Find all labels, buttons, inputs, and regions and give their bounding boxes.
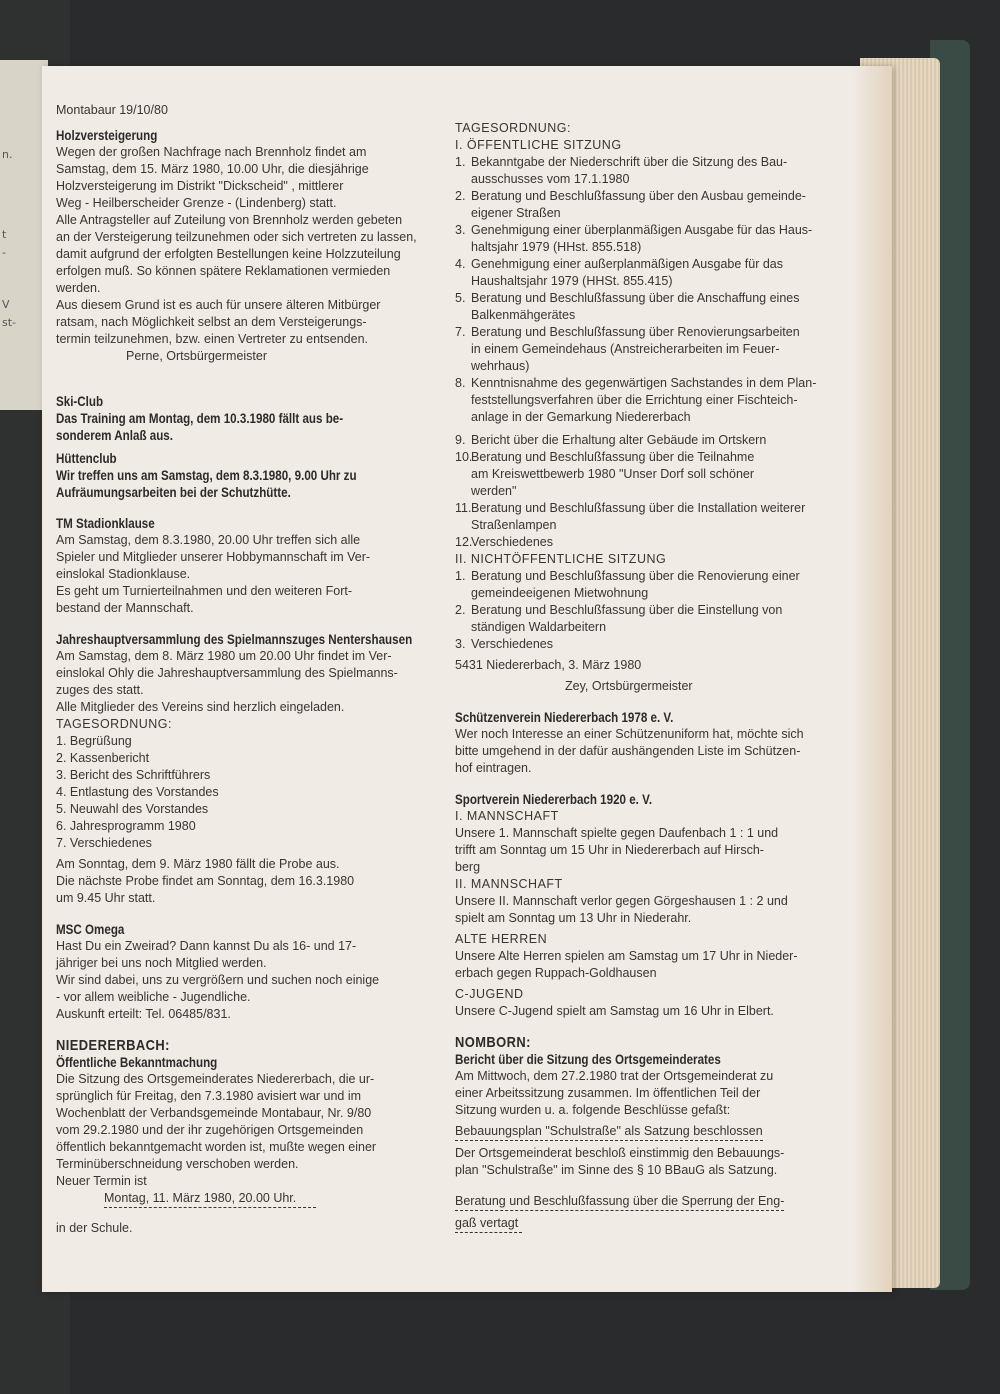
text-line: erbach gegen Ruppach-Goldhausen bbox=[455, 966, 657, 980]
item-text-continued: ausschusses vom 17.1.1980 bbox=[471, 172, 630, 186]
item-text: Beratung und Beschlußfassung über den Ausbau gemeinde- bbox=[471, 189, 806, 203]
text-line: Unsere Alte Herren spielen am Samstag um 17 Uhr in Nieder- bbox=[455, 949, 798, 963]
place-date: 5431 Niedererbach, 3. März 1980 bbox=[455, 658, 642, 672]
text-line: - vor allem weibliche - Jugendliche. bbox=[56, 990, 251, 1004]
section-title: Schützenverein Niedererbach 1978 e. V. bbox=[455, 710, 674, 725]
item-text-continued: in einem Gemeindehaus (Anstreicherarbeiten im Feuer- bbox=[471, 342, 780, 356]
niedererbach-notice bbox=[56, 1037, 446, 1237]
item-number: 5. bbox=[455, 291, 466, 305]
text-line: Wochenblatt der Verbandsgemeinde Montabaur, Nr. 9/80 bbox=[56, 1106, 372, 1120]
prev-page-fragment: V bbox=[2, 298, 10, 311]
agenda-item bbox=[455, 324, 855, 375]
item-text: Beratung und Beschlußfassung über Renovierungsarbeiten bbox=[471, 325, 800, 339]
section-title: Sportverein Niedererbach 1920 e. V. bbox=[455, 792, 653, 807]
text-line: Alle Antragsteller auf Zuteilung von Brennholz werden gebeten bbox=[56, 213, 403, 227]
schuetzenverein-notice bbox=[455, 709, 855, 777]
item-number: 3. bbox=[455, 223, 466, 237]
text-line: ratsam, nach Möglichkeit selbst an dem Versteigerungs- bbox=[56, 315, 367, 329]
agenda-item bbox=[455, 449, 855, 500]
item-text-continued: Straßenlampen bbox=[471, 518, 557, 532]
item-text-continued: Balkenmähgerätes bbox=[471, 308, 576, 322]
section-title: TM Stadionklause bbox=[56, 516, 155, 531]
item-text: Bericht über die Erhaltung alter Gebäude im Ortskern bbox=[471, 433, 767, 447]
agenda-item bbox=[455, 290, 855, 324]
public-agenda-list bbox=[455, 154, 855, 426]
item-number: 1. bbox=[455, 155, 466, 169]
text-line: werden. bbox=[56, 281, 101, 295]
left-column bbox=[56, 102, 446, 1237]
text-line: sonderem Anlaß aus. bbox=[56, 428, 174, 443]
item-text-continued: gemeindeeigenen Mietwohnung bbox=[471, 586, 649, 600]
text-line: in der Schule. bbox=[56, 1221, 133, 1235]
place-heading: NIEDERERBACH: bbox=[56, 1037, 170, 1054]
agenda-title: TAGESORDNUNG: bbox=[56, 717, 172, 731]
text-line: Auskunft erteilt: Tel. 06485/831. bbox=[56, 1007, 231, 1021]
prev-page-fragment: st- bbox=[2, 316, 17, 329]
section-title: Jahreshauptversammlung des Spielmannszuges Nentershausen bbox=[56, 632, 413, 647]
text-line: termin teilzunehmen, bzw. einen Vertreter zu entsenden. bbox=[56, 332, 368, 346]
text-line: um 9.45 Uhr statt. bbox=[56, 891, 156, 905]
section-title: Holzversteigerung bbox=[56, 128, 158, 143]
item-text: Verschiedenes bbox=[471, 637, 554, 651]
text-line: spielt am Sonntag um 13 Uhr in Niederahr. bbox=[455, 911, 692, 925]
list-item: 7. Verschiedenes bbox=[56, 836, 152, 850]
item-text: Beratung und Beschlußfassung über die Anschaffung eines bbox=[471, 291, 800, 305]
text-line: bestand der Mannschaft. bbox=[56, 601, 194, 615]
list-item: 3. Bericht des Schriftführers bbox=[56, 768, 211, 782]
text-line: Das Training am Montag, dem 10.3.1980 fällt aus be- bbox=[56, 411, 344, 426]
newspaper-page bbox=[42, 66, 892, 1292]
list-item: 5. Neuwahl des Vorstandes bbox=[56, 802, 209, 816]
text-line: Der Ortsgemeinderat beschloß einstimmig den Bebauungs- bbox=[455, 1146, 785, 1160]
agenda-item bbox=[455, 636, 855, 653]
item-number: 9. bbox=[455, 433, 466, 447]
text-line: plan "Schulstraße" im Sinne des § 10 BBauG als Satzung. bbox=[455, 1163, 778, 1177]
text-line: Holzversteigerung im Distrikt "Dickscheid" , mittlerer bbox=[56, 179, 344, 193]
text-line: Am Mittwoch, dem 27.2.1980 trat der Ortsgemeinderat zu bbox=[455, 1069, 774, 1083]
prev-page-fragment: t bbox=[2, 228, 7, 241]
text-line: vom 29.2.1980 und der ihr zugehörigen Ortsgemeinden bbox=[56, 1123, 364, 1137]
item-text-continued: haltsjahr 1979 (HHst. 855.518) bbox=[471, 240, 642, 254]
text-line: Die nächste Probe findet am Sonntag, dem 16.3.1980 bbox=[56, 874, 355, 888]
text-line: Am Samstag, dem 8. März 1980 um 20.00 Uhr findet im Ver- bbox=[56, 649, 392, 663]
right-column bbox=[455, 120, 855, 1233]
text-line: Wegen der großen Nachfrage nach Brennholz findet am bbox=[56, 145, 367, 159]
agenda-item bbox=[455, 432, 855, 449]
text-line: an der Versteigerung teilzunehmen oder sich vertreten zu lassen, bbox=[56, 230, 417, 244]
item-number: 7. bbox=[455, 325, 466, 339]
text-line: öffentlich bekanntgemacht worden ist, mußte wegen einer bbox=[56, 1140, 377, 1154]
sportverein-notice bbox=[455, 791, 855, 1020]
item-text: Kenntnisnahme des gegenwärtigen Sachstandes in dem Plan- bbox=[471, 376, 817, 390]
signature: Perne, Ortsbürgermeister bbox=[126, 349, 268, 363]
new-date: Montag, 11. März 1980, 20.00 Uhr. bbox=[104, 1190, 316, 1208]
spielmannszug-notice bbox=[56, 631, 446, 907]
private-session-title: II. NICHTÖFFENTLICHE SITZUNG bbox=[455, 552, 667, 566]
text-line: Neuer Termin ist bbox=[56, 1174, 147, 1188]
item-text-continued: werden" bbox=[471, 484, 517, 498]
place-heading: NOMBORN: bbox=[455, 1034, 531, 1051]
date-line: Montabaur 19/10/80 bbox=[56, 103, 168, 117]
item-text-continued: wehrhaus) bbox=[471, 359, 530, 373]
holzversteigerung-notice bbox=[56, 127, 446, 365]
text-line: Alle Mitglieder des Vereins sind herzlich eingeladen. bbox=[56, 700, 345, 714]
subheading: ALTE HERREN bbox=[455, 932, 548, 946]
text-line: einslokal Stadionklause. bbox=[56, 567, 191, 581]
prev-page-fragment: - bbox=[2, 246, 6, 259]
section-title: Hüttenclub bbox=[56, 451, 117, 466]
item-number: 11. bbox=[455, 501, 472, 515]
agenda-item bbox=[455, 375, 855, 426]
text-line: zuges des statt. bbox=[56, 683, 144, 697]
text-line: Hast Du ein Zweirad? Dann kannst Du als 16- und 17- bbox=[56, 939, 357, 953]
subheading-underlined: Beratung und Beschlußfassung über die Sperrung der Eng- bbox=[455, 1193, 784, 1211]
prev-page-fragment: n. bbox=[2, 148, 13, 161]
text-line: Sitzung wurden u. a. folgende Beschlüsse gefaßt: bbox=[455, 1103, 731, 1117]
item-number: 12. bbox=[455, 535, 473, 549]
section-title: MSC Omega bbox=[56, 922, 125, 937]
list-item: 1. Begrüßung bbox=[56, 734, 132, 748]
text-line: hof eintragen. bbox=[455, 761, 532, 775]
text-line: Wer noch Interesse an einer Schützenuniform hat, möchte sich bbox=[455, 727, 804, 741]
item-text-continued: anlage in der Gemarkung Niedererbach bbox=[471, 410, 691, 424]
subheading: C-JUGEND bbox=[455, 987, 524, 1001]
item-number: 1. bbox=[455, 569, 466, 583]
item-text: Bekanntgabe der Niederschrift über die Sitzung des Bau- bbox=[471, 155, 788, 169]
agenda-title: TAGESORDNUNG: bbox=[455, 121, 571, 135]
text-line: Es geht um Turnierteilnahmen und den weiteren Fort- bbox=[56, 584, 352, 598]
subheading-underlined: Bebauungsplan "Schulstraße" als Satzung beschlossen bbox=[455, 1123, 763, 1141]
item-text-continued: Haushaltsjahr 1979 (HHSt. 855.415) bbox=[471, 274, 673, 288]
item-text-continued: feststellungsverfahren über die Errichtung einer Fischteich- bbox=[471, 393, 798, 407]
ski-club-notice bbox=[56, 393, 446, 444]
agenda-item bbox=[455, 256, 855, 290]
text-line: einslokal Ohly die Jahreshauptversammlung des Spielmanns- bbox=[56, 666, 398, 680]
list-item: 2. Kassenbericht bbox=[56, 751, 150, 765]
agenda-item bbox=[455, 188, 855, 222]
item-text-continued: eigener Straßen bbox=[471, 206, 561, 220]
item-number: 10. bbox=[455, 450, 473, 464]
subheading: I. MANNSCHAFT bbox=[455, 809, 559, 823]
text-line: erfolgen muß. So können spätere Reklamationen vermieden bbox=[56, 264, 391, 278]
item-number: 3. bbox=[455, 637, 466, 651]
stadionklause-notice bbox=[56, 515, 446, 617]
text-line: Unsere II. Mannschaft verlor gegen Görgeshausen 1 : 2 und bbox=[455, 894, 788, 908]
section-title: Öffentliche Bekanntmachung bbox=[56, 1055, 218, 1070]
item-text: Genehmigung einer außerplanmäßigen Ausgabe für das bbox=[471, 257, 784, 271]
nomborn-notice bbox=[455, 1034, 855, 1233]
text-line: bitte umgehend in der dafür aushängenden Liste im Schützen- bbox=[455, 744, 801, 758]
agenda-item bbox=[455, 534, 855, 551]
list-item: 6. Jahresprogramm 1980 bbox=[56, 819, 196, 833]
section-title: Bericht über die Sitzung des Ortsgemeinderates bbox=[455, 1052, 721, 1067]
text-line: Unsere 1. Mannschaft spielte gegen Daufenbach 1 : 1 und bbox=[455, 826, 779, 840]
item-number: 4. bbox=[455, 257, 466, 271]
text-line: berg bbox=[455, 860, 481, 874]
agenda-item bbox=[455, 222, 855, 256]
text-line: Wir sind dabei, uns zu vergrößern und suchen noch einige bbox=[56, 973, 380, 987]
text-line: einer Arbeitssitzung zusammen. Im öffentlichen Teil der bbox=[455, 1086, 761, 1100]
item-text: Beratung und Beschlußfassung über die Teilnahme bbox=[471, 450, 755, 464]
agenda-item bbox=[455, 500, 855, 534]
text-line: Die Sitzung des Ortsgemeinderates Niedererbach, die ur- bbox=[56, 1072, 375, 1086]
text-line: Aufräumungsarbeiten bei der Schutzhütte. bbox=[56, 485, 291, 500]
item-text-continued: ständigen Waldarbeitern bbox=[471, 620, 607, 634]
text-line: Am Sonntag, dem 9. März 1980 fällt die Probe aus. bbox=[56, 857, 340, 871]
item-text: Beratung und Beschlußfassung über die Renovierung einer bbox=[471, 569, 800, 583]
item-text-continued: am Kreiswettbewerb 1980 "Unser Dorf soll schöner bbox=[471, 467, 755, 481]
text-line: Spieler und Mitglieder unserer Hobbymannschaft im Ver- bbox=[56, 550, 371, 564]
item-text: Beratung und Beschlußfassung über die Einstellung von bbox=[471, 603, 783, 617]
previous-page-edge bbox=[0, 60, 48, 410]
agenda-item bbox=[455, 568, 855, 602]
item-text: Verschiedenes bbox=[471, 535, 554, 549]
agenda-item bbox=[455, 602, 855, 636]
agenda-item bbox=[455, 154, 855, 188]
msc-omega-notice bbox=[56, 921, 446, 1023]
item-number: 2. bbox=[455, 189, 466, 203]
text-line: Unsere C-Jugend spielt am Samstag um 16 Uhr in Elbert. bbox=[455, 1004, 774, 1018]
public-session-title: I. ÖFFENTLICHE SITZUNG bbox=[455, 138, 622, 152]
huettenclub-notice bbox=[56, 450, 446, 501]
private-agenda-list bbox=[455, 568, 855, 653]
text-line: Weg - Heilberscheider Grenze - (Lindenberg) statt. bbox=[56, 196, 337, 210]
text-line: Samstag, dem 15. März 1980, 10.00 Uhr, die diesjährige bbox=[56, 162, 369, 176]
agenda-list bbox=[56, 733, 446, 852]
text-line: Am Samstag, dem 8.3.1980, 20.00 Uhr treffen sich alle bbox=[56, 533, 361, 547]
item-number: 2. bbox=[455, 603, 466, 617]
section-title: Ski-Club bbox=[56, 394, 104, 409]
text-line: Aus diesem Grund ist es auch für unsere älteren Mitbürger bbox=[56, 298, 381, 312]
signature: Zey, Ortsbürgermeister bbox=[565, 679, 693, 693]
subheading: II. MANNSCHAFT bbox=[455, 877, 563, 891]
subheading-underlined: gaß vertagt bbox=[455, 1215, 522, 1233]
list-item: 4. Entlastung des Vorstandes bbox=[56, 785, 219, 799]
item-number: 8. bbox=[455, 376, 466, 390]
text-line: Terminüberschneidung verschoben werden. bbox=[56, 1157, 299, 1171]
text-line: trifft am Sonntag um 15 Uhr in Niedererbach auf Hirsch- bbox=[455, 843, 764, 857]
text-line: sprünglich für Freitag, den 7.3.1980 avisiert war und im bbox=[56, 1089, 362, 1103]
text-line: Wir treffen uns am Samstag, dem 8.3.1980, 9.00 Uhr zu bbox=[56, 468, 357, 483]
item-text: Beratung und Beschlußfassung über die Installation weiterer bbox=[471, 501, 806, 515]
text-line: damit aufgrund der erfolgten Bestellungen keine Holzzuteilung bbox=[56, 247, 401, 261]
public-agenda-list-continued bbox=[455, 432, 855, 551]
item-text: Genehmigung einer überplanmäßigen Ausgabe für das Haus- bbox=[471, 223, 813, 237]
text-line: jähriger bei uns noch Mitglied werden. bbox=[56, 956, 267, 970]
